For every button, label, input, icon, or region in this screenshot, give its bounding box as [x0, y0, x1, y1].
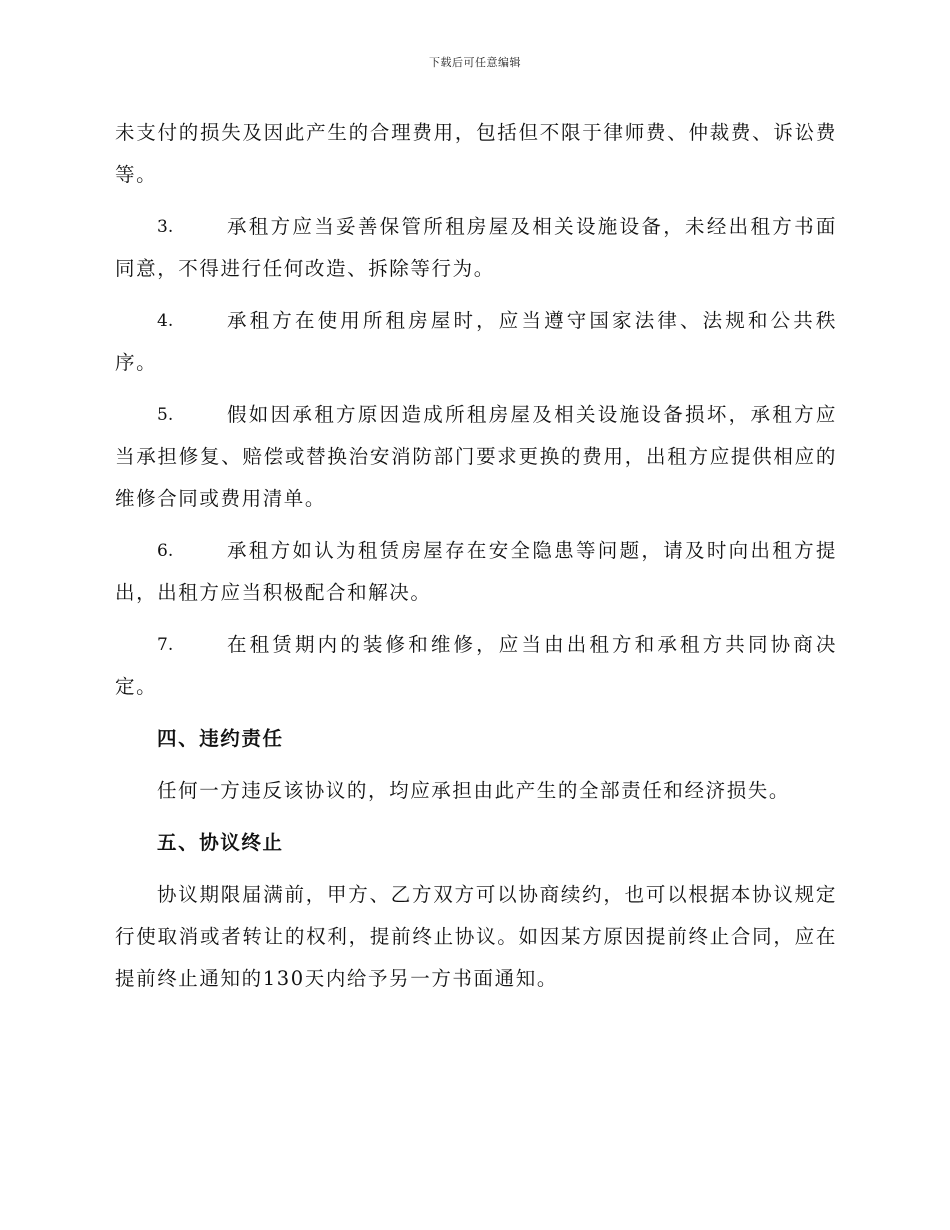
section-heading-breach: 四、违约责任	[157, 727, 284, 750]
list-item	[115, 624, 837, 708]
item-number: 4.	[157, 311, 174, 331]
item-number: 7.	[157, 635, 174, 655]
section-text-termination: 协议期限届满前，甲方、乙方双方可以协商续约，也可以根据本协议规定行使取消或者转让的权利，提前终止协议。如因某方原因提前终止合同，应在提前终止通知的130天内给予另一方书面通知。	[115, 883, 837, 990]
section-heading-termination: 五、协议终止	[157, 831, 284, 854]
item-text: 承租方应当妥善保管所租房屋及相关设施设备，未经出租方书面同意，不得进行任何改造、拆除等行为。	[115, 215, 837, 280]
continuation-paragraph: 未支付的损失及因此产生的合理费用，包括但不限于律师费、仲裁费、诉讼费等。	[115, 121, 837, 186]
section-text-breach: 任何一方违反该协议的，均应承担由此产生的全部责任和经济损失。	[157, 779, 791, 802]
list-item	[115, 206, 837, 290]
list-item	[115, 300, 837, 384]
item-text: 假如因承租方原因造成所租房屋及相关设施设备损坏，承租方应当承担修复、赔偿或替换治安消防部门要求更换的费用，出租方应提供相应的维修合同或费用清单。	[115, 403, 837, 510]
document-body	[115, 112, 837, 1010]
list-item	[115, 394, 837, 520]
item-text: 在租赁期内的装修和维修，应当由出租方和承租方共同协商决定。	[115, 633, 837, 698]
item-text: 承租方如认为租赁房屋存在安全隐患等问题，请及时向出租方提出，出租方应当积极配合和解决。	[115, 539, 837, 604]
list-item	[115, 530, 837, 614]
page-header: 下载后可任意编辑	[429, 56, 521, 69]
item-number: 6.	[157, 541, 174, 561]
item-text: 承租方在使用所租房屋时，应当遵守国家法律、法规和公共秩序。	[115, 309, 837, 374]
item-number: 5.	[157, 405, 174, 425]
item-number: 3.	[157, 217, 174, 237]
